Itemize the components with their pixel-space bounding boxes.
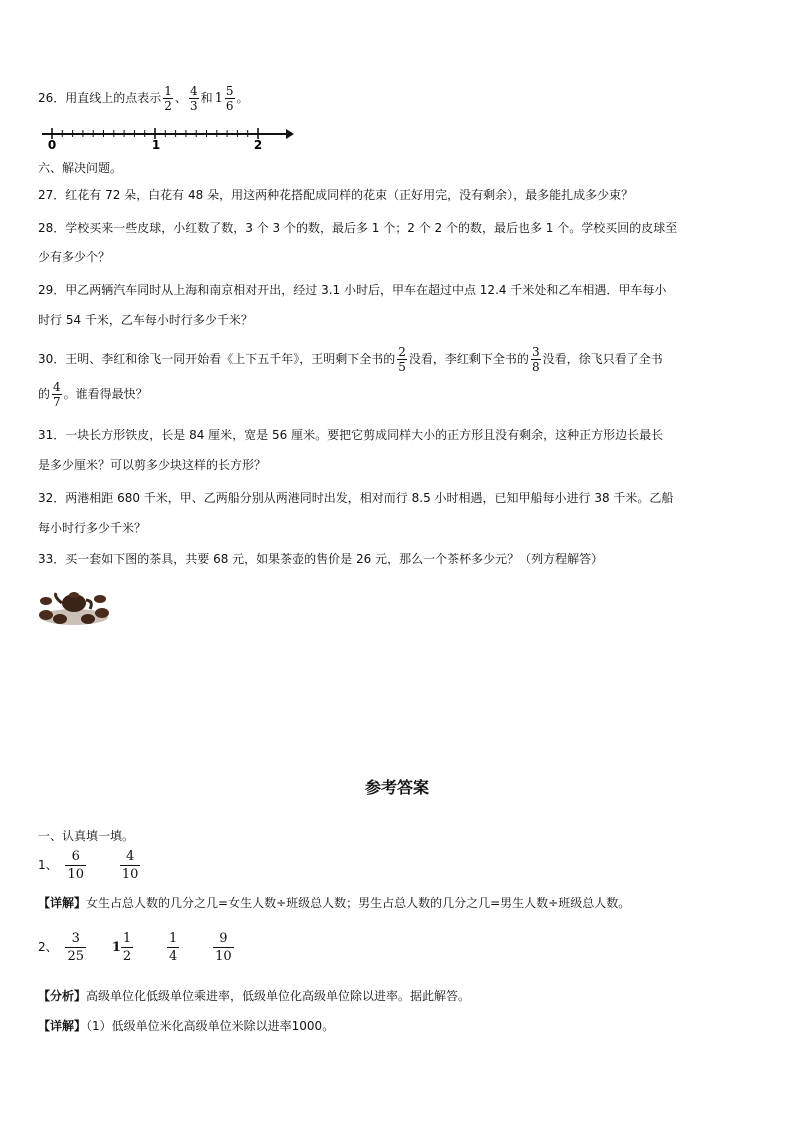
tea-set-image [36, 585, 112, 629]
question-31-line-2: 是多少厘米？可以剪多少块这样的长方形？ [38, 458, 267, 472]
question-31-line-1: 31．一块长方形铁皮，长是 84 厘米，宽是 56 厘米。要把它剪成同样大小的正方形且没有剩余，这种正方形边长最长 [38, 428, 664, 442]
question-32-line-1: 32．两港相距 680 千米，甲、乙两船分别从两港同时出发，相对而行 8.5 小时相遇，已知甲船每小进行 38 千米。乙船 [38, 491, 674, 505]
section-6-heading: 六、解决问题。 [38, 161, 123, 175]
question-27: 27．红花有 72 朵，白花有 48 朵，用这两种花搭配成同样的花束（正好用完，没有剩余），最多能扎成多少束？ [38, 188, 634, 202]
answer-2: 2、 $\frac{3}{25}$ 1 $\frac{1}{2}$ $\frac{1}{4}$ $\frac{9}{10}$ [38, 931, 232, 964]
question-33: 33．买一套如下图的茶具，共要 68 元，如果茶壶的售价是 26 元，那么一个茶杯多少元？（列方程解答） [38, 552, 604, 566]
question-29-line-1: 29．甲乙两辆汽车同时从上海和南京相对开出，经过 3.1 小时后，甲车在超过中点 12.4 千米处和乙车相遇．甲车每小 [38, 283, 667, 297]
question-32-line-2: 每小时行多少千米？ [38, 521, 147, 535]
question-28-line-2: 少有多少个？ [38, 250, 111, 264]
answer-2-fraction-3: $\frac{1}{4}$ [169, 931, 178, 964]
answer-2-analysis: 【分析】高级单位化低级单位乘进率，低级单位化高级单位除以进率。据此解答。 [38, 989, 471, 1003]
answer-1: 1、 $\frac{6}{10}$ $\frac{4}{10}$ [38, 849, 139, 882]
answer-2-fraction-2: $\frac{1}{2}$ [122, 931, 132, 964]
and-text: 和 [200, 91, 213, 105]
number-line-arrow [286, 129, 294, 139]
question-30-line-1: 30．王明、李红和徐飞一同开始看《上下五千年》，王明剩下全书的 $\frac{2}{5}$ 没看，李红剩下全书的 $\frac{3}{8}$ 没看，徐飞只看了全书 [38, 345, 663, 374]
fraction-4-3: $\frac{4}{3}$ [189, 84, 198, 113]
answer-2-fraction-4: $\frac{9}{10}$ [215, 931, 232, 964]
fraction-4-7: $\frac{4}{7}$ [53, 380, 61, 409]
answer-1-detail: 【详解】女生占总人数的几分之几=女生人数÷班级总人数；男生占总人数的几分之几=男生人数÷班级总人数。 [38, 896, 631, 910]
answer-2-detail: 【详解】（1）低级单位米化高级单位米除以进率1000。 [38, 1019, 335, 1033]
fraction-1-2: $\frac{1}{2}$ [164, 84, 172, 113]
tick-label-2: 2 [253, 138, 263, 152]
answer-1-fraction-2: $\frac{4}{10}$ [121, 849, 139, 882]
question-30-line-2: 的 $\frac{4}{7}$ 。谁看得最快？ [38, 380, 148, 409]
answer-2-mixed-whole: 1 [111, 939, 121, 955]
fraction-2-5: $\frac{2}{5}$ [398, 345, 406, 374]
number-line [38, 126, 298, 152]
answers-title: 参考答案 [364, 778, 429, 797]
q26-text: 26．用直线上的点表示 [38, 91, 162, 105]
fraction-5-6: $\frac{5}{6}$ [225, 84, 234, 113]
separator: 、 [174, 91, 187, 105]
question-29-line-2: 时行 54 千米，乙车每小时行多少千米？ [38, 313, 253, 327]
tick-label-0: 0 [47, 138, 57, 152]
answer-1-fraction-1: $\frac{6}{10}$ [67, 849, 85, 882]
fraction-3-8: $\frac{3}{8}$ [531, 345, 540, 374]
question-28-line-1: 28．学校买来一些皮球，小红数了数，3 个 3 个的数，最后多 1 个；2 个 2 个的数，最后也多 1 个。学校买回的皮球至 [38, 221, 678, 235]
answers-section-1: 一、认真填一填。 [38, 829, 135, 843]
tick-label-1: 1 [151, 138, 161, 152]
mixed-whole: 1 [214, 90, 223, 106]
answer-2-fraction-1: $\frac{3}{25}$ [67, 931, 85, 964]
period: 。 [236, 91, 249, 105]
question-26 [38, 84, 756, 113]
